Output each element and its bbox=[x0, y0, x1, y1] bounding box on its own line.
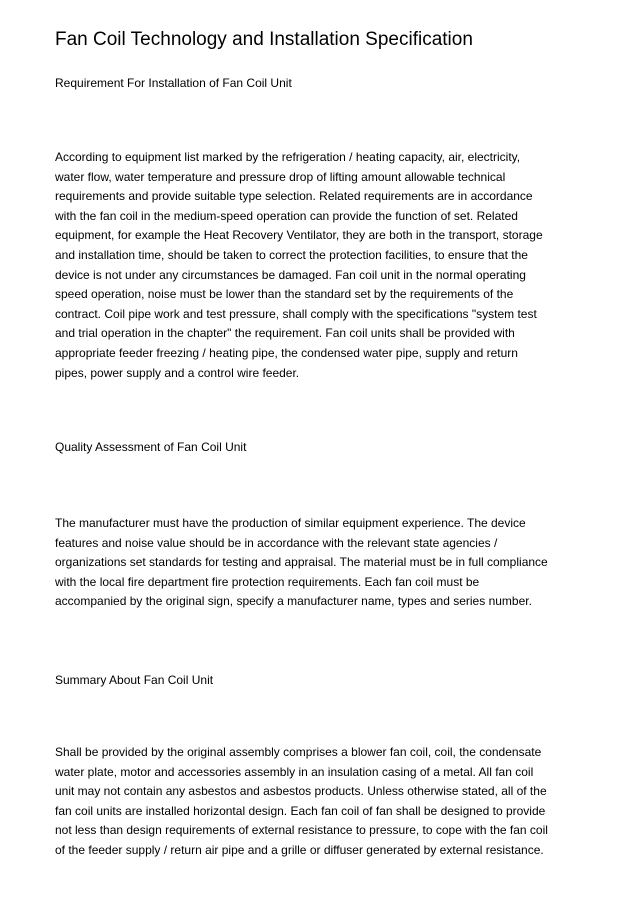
paragraph-line: equipment, for example the Heat Recovery Ventilator, they are both in the transport, storage bbox=[55, 228, 543, 243]
paragraph-line: and trial operation in the chapter" the requirement. Fan coil units shall be provided with bbox=[55, 326, 515, 341]
paragraph-line: device is not under any circumstances be damaged. Fan coil unit in the normal operating bbox=[55, 267, 526, 282]
paragraph-line: accompanied by the original sign, specify a manufacturer name, types and series number. bbox=[55, 594, 532, 609]
document-title: Fan Coil Technology and Installation Specification bbox=[55, 29, 473, 50]
section-paragraph-quality-assessment bbox=[55, 514, 595, 612]
paragraph-line: fan coil units are installed horizontal design. Each fan coil of fan shall be designed to provide bbox=[55, 803, 546, 818]
paragraph-line: unit may not contain any asbestos and asbestos products. Unless otherwise stated, all of the bbox=[55, 784, 547, 799]
paragraph-line: The manufacturer must have the production of similar equipment experience. The device bbox=[55, 516, 526, 530]
paragraph-line: water flow, water temperature and pressure drop of lifting amount allowable technical bbox=[55, 169, 506, 184]
paragraph-line: pipes, power supply and a control wire feeder. bbox=[55, 365, 300, 380]
paragraph-line: not less than design requirements of external resistance to pressure, to cope with the fan coil bbox=[55, 823, 548, 838]
paragraph-line: According to equipment list marked by the refrigeration / heating capacity, air, electricity, bbox=[55, 150, 521, 164]
section-heading-summary: Summary About Fan Coil Unit bbox=[55, 673, 214, 687]
paragraph-line: with the local fire department fire protection requirements. Each fan coil must be bbox=[55, 574, 480, 589]
paragraph-line: features and noise value should be in accordance with the relevant state agencies / bbox=[55, 535, 498, 550]
paragraph-line: water plate, motor and accessories assembly in an insulation casing of a metal. All fan coil bbox=[55, 764, 534, 779]
section-paragraph-installation-requirement bbox=[55, 148, 595, 383]
paragraph-line: with the fan coil in the medium-speed operation can provide the function of set. Related bbox=[55, 208, 518, 223]
paragraph-line: contract. Coil pipe work and test pressure, shall comply with the specifications "system test bbox=[55, 306, 537, 321]
paragraph-line: organizations set standards for testing and appraisal. The material must be in full compliance bbox=[55, 555, 548, 570]
paragraph-line: of the feeder supply / return air pipe and a grille or diffuser generated by external resistance. bbox=[55, 842, 544, 857]
section-heading-installation-requirement: Requirement For Installation of Fan Coil Unit bbox=[55, 76, 292, 90]
section-paragraph-summary bbox=[55, 743, 595, 861]
paragraph-line: and installation time, should be taken to correct the protection facilities, to ensure that the bbox=[55, 247, 528, 262]
paragraph-line: appropriate feeder freezing / heating pipe, the condensed water pipe, supply and return bbox=[55, 345, 518, 360]
section-heading-quality-assessment: Quality Assessment of Fan Coil Unit bbox=[55, 440, 247, 454]
paragraph-line: requirements and provide suitable type selection. Related requirements are in accordance bbox=[55, 189, 533, 204]
paragraph-line: speed operation, noise must be lower than the standard set by the requirements of the bbox=[55, 287, 514, 302]
paragraph-line: Shall be provided by the original assembly comprises a blower fan coil, coil, the condensate bbox=[55, 745, 542, 759]
